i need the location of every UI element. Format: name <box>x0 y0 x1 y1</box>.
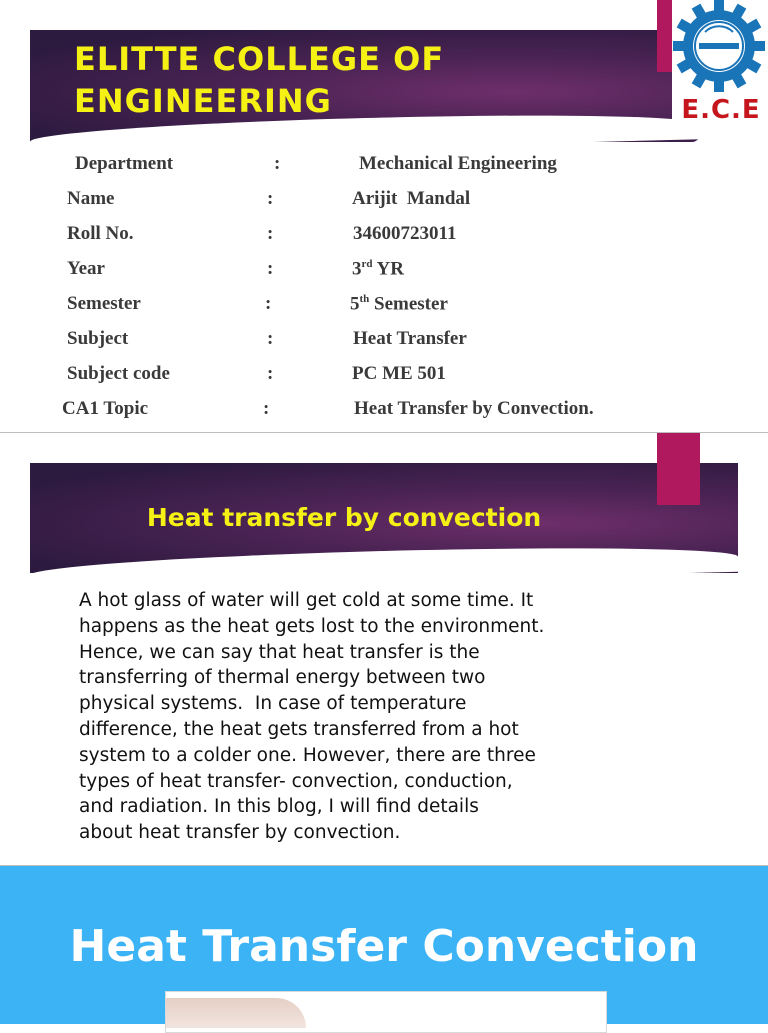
info-value: 3rd YR <box>352 258 404 280</box>
info-separator: : <box>274 153 281 174</box>
body-line: difference, the heat gets transferred from a hot <box>79 718 519 740</box>
image-slide <box>0 866 768 1024</box>
info-label: Roll No. <box>67 223 134 244</box>
illustration-image <box>165 991 607 1033</box>
info-value: PC ME 501 <box>352 363 446 384</box>
title-slide <box>0 0 768 432</box>
body-line: A hot glass of water will get cold at some time. It <box>79 590 534 611</box>
gear-icon <box>672 0 768 100</box>
info-label: Name <box>67 188 115 209</box>
body-line: types of heat transfer- convection, conduction, <box>79 770 513 792</box>
accent-bar <box>657 433 700 505</box>
body-line: Hence, we can say that heat transfer is the <box>79 641 480 663</box>
logo-label: E.C.E <box>681 95 761 125</box>
info-separator: : <box>267 188 274 209</box>
info-label: Subject <box>67 328 129 349</box>
image-slide-title: Heat Transfer Convection <box>69 921 699 972</box>
info-value: Mechanical Engineering <box>359 153 557 174</box>
body-line: about heat transfer by convection. <box>79 822 401 844</box>
info-label: Department <box>75 153 174 174</box>
body-line: transferring of thermal energy between two <box>79 667 486 689</box>
info-label: Semester <box>67 293 141 314</box>
info-value: 5th Semester <box>350 293 448 315</box>
body-line: happens as the heat gets lost to the environment. <box>79 615 545 637</box>
section-title: Heat transfer by convection <box>146 503 542 532</box>
body-line: system to a colder one. However, there are three <box>79 744 536 766</box>
content-slide <box>0 433 768 865</box>
info-label: Year <box>67 258 105 279</box>
info-separator: : <box>267 363 274 384</box>
info-separator: : <box>267 258 274 279</box>
college-title: ELITTE COLLEGE OF ENGINEERING <box>74 40 445 120</box>
info-separator: : <box>267 223 274 244</box>
info-label: CA1 Topic <box>62 398 149 419</box>
body-line: physical systems. In case of temperature <box>79 693 467 715</box>
info-label: Subject code <box>67 363 170 384</box>
info-value: Arijit Mandal <box>352 188 471 209</box>
body-line: and radiation. In this blog, I will find details <box>79 796 479 818</box>
body-paragraph <box>79 588 639 846</box>
info-separator: : <box>265 293 272 314</box>
info-separator: : <box>263 398 270 419</box>
accent-bar <box>657 0 672 72</box>
info-value: 34600723011 <box>353 223 457 244</box>
info-value: Heat Transfer by Convection. <box>354 398 594 419</box>
info-separator: : <box>267 328 274 349</box>
info-value: Heat Transfer <box>353 328 467 349</box>
